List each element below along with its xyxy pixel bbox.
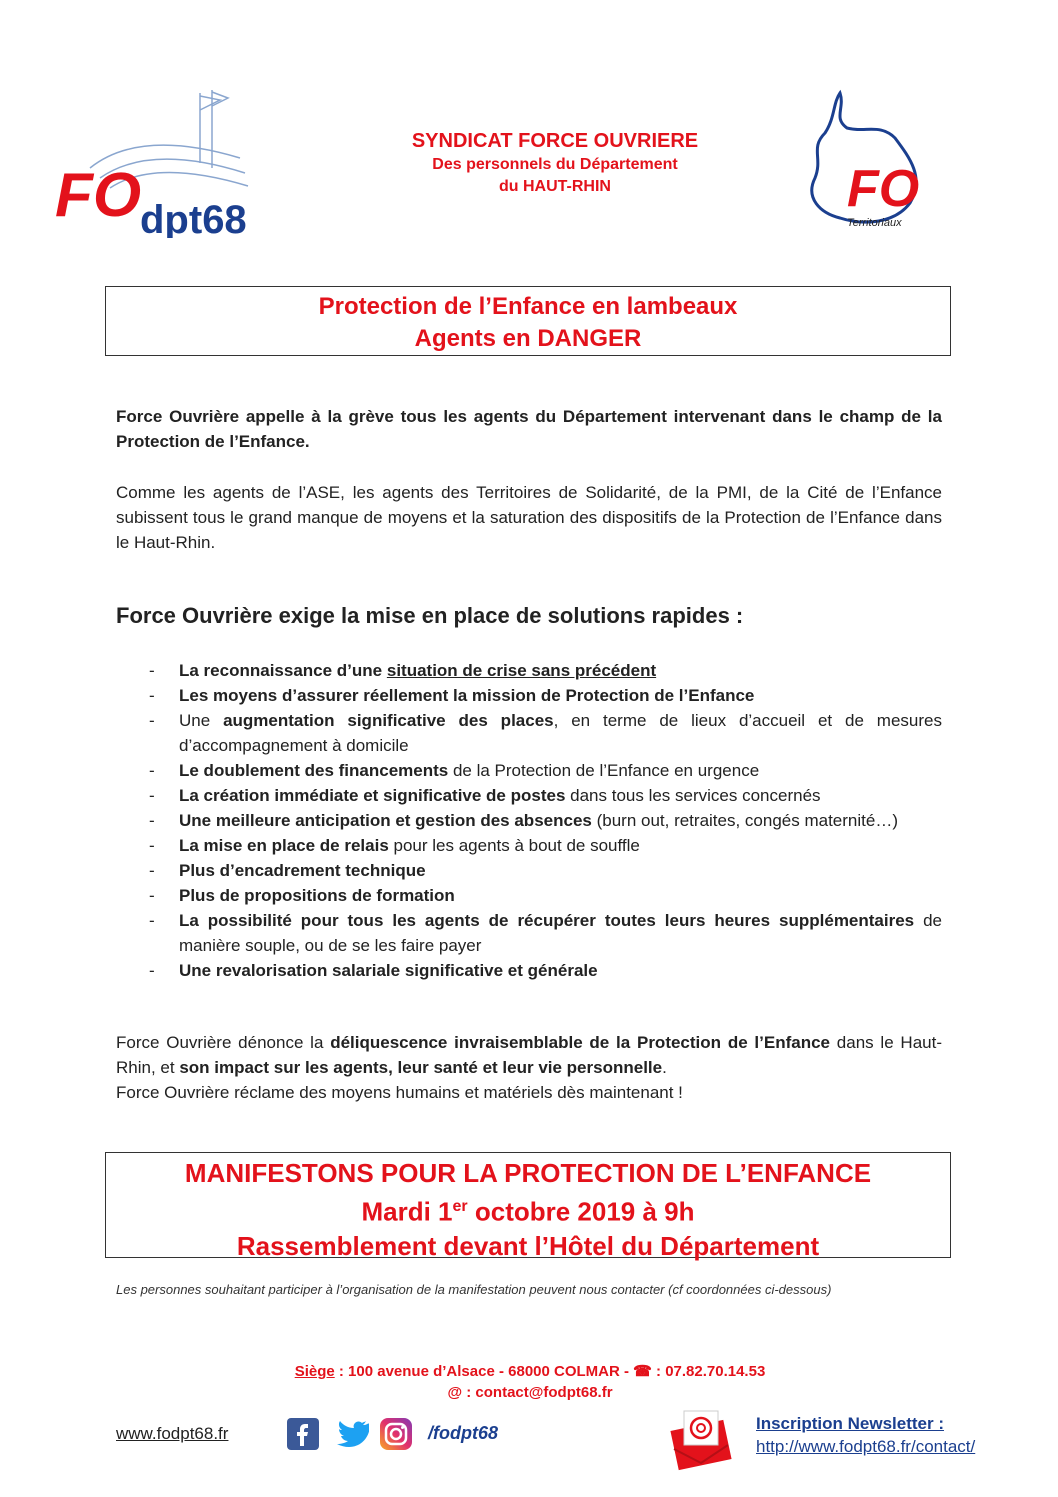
demand-item: - Le doublement des financements de la Protection de l’Enfance en urgence <box>116 758 942 783</box>
phone-number: : 07.82.70.14.53 <box>651 1363 766 1380</box>
instagram-icon[interactable] <box>380 1418 412 1450</box>
siege-label: Siège <box>294 1363 335 1380</box>
twitter-icon[interactable] <box>333 1418 369 1450</box>
union-subtitle-1: Des personnels du Département <box>432 156 678 173</box>
svg-text:FO: FO <box>55 161 142 230</box>
demand-item: - Les moyens d’assurer réellement la mission de Protection de l’Enfance <box>116 683 942 708</box>
event-line-1: MANIFESTONS POUR LA PROTECTION DE L’ENFANCE <box>184 1158 872 1188</box>
document-title <box>105 286 951 356</box>
fodpt68-logo <box>50 88 270 238</box>
denounce-paragraph: Force Ouvrière dénonce la déliquescence invraisemblable de la Protection de l’Enfance dans le Haut-Rhin, et son impact sur les agents, leur santé et leur vie personnelle. <box>116 1033 942 1077</box>
title-line-2: Agents en DANGER <box>414 325 642 352</box>
demands-list-container <box>116 658 942 983</box>
facebook-icon[interactable] <box>287 1418 319 1450</box>
contact-address: Siège : 100 avenue d’Alsace - 68000 COLMAR - ☎ : 07.82.70.14.53 <box>294 1363 766 1380</box>
event-announcement <box>105 1152 951 1261</box>
email-link[interactable]: contact@fodpt68.fr <box>475 1384 613 1401</box>
demand-item: - Une revalorisation salariale significative et générale <box>116 958 942 983</box>
demand-item: - La création immédiate et significative de postes dans tous les services concernés <box>116 783 942 808</box>
union-subtitle-2: du HAUT-RHIN <box>499 178 611 195</box>
demand-item: - Plus de propositions de formation <box>116 883 942 908</box>
union-name: SYNDICAT FORCE OUVRIERE <box>411 130 699 152</box>
union-heading <box>330 128 780 198</box>
social-handle[interactable]: /fodpt68 <box>428 1423 498 1443</box>
demand-resources-paragraph: Force Ouvrière réclame des moyens humains et matériels dès maintenant ! <box>116 1083 683 1102</box>
fo-territoriaux-logo <box>785 88 935 238</box>
demands-list <box>116 658 942 983</box>
event-date: Mardi 1er octobre 2019 à 9h <box>361 1196 695 1227</box>
svg-text:FO: FO <box>847 160 920 218</box>
event-location: Rassemblement devant l’Hôtel du Département <box>236 1230 820 1261</box>
newsletter-envelope-icon <box>668 1405 738 1473</box>
demand-item: - La possibilité pour tous les agents de récupérer toutes leurs heures supplémentaires de manière souple, ou de se les faire payer <box>116 908 942 958</box>
demand-item: - Une meilleure anticipation et gestion des absences (burn out, retraites, congés maternité…) <box>116 808 942 833</box>
contact-email: @ : contact@fodpt68.fr <box>447 1384 613 1401</box>
demand-item: - Plus d’encadrement technique <box>116 858 942 883</box>
title-line-1: Protection de l’Enfance en lambeaux <box>318 293 738 320</box>
participation-note: Les personnes souhaitant participer à l’organisation de la manifestation peuvent nous contacter (cf coordonnées ci-dessous) <box>116 1282 832 1297</box>
newsletter-block <box>756 1412 975 1458</box>
demand-item: - Une augmentation significative des places, en terme de lieux d’accueil et de mesures d’accompagnement à domicile <box>116 708 942 758</box>
website-link[interactable]: www.fodpt68.fr <box>116 1424 229 1443</box>
strike-call-paragraph: Force Ouvrière appelle à la grève tous les agents du Département intervenant dans le champ de la Protection de l’Enfance. <box>116 407 942 451</box>
context-paragraph: Comme les agents de l’ASE, les agents des Territoires de Solidarité, de la PMI, de la Cité de l’Enfance subissent tous le grand manque de moyens et la saturation des dispositifs de la Protection de l’Enfance dans le Haut-Rhin. <box>116 483 942 552</box>
svg-text:dpt68: dpt68 <box>140 198 247 238</box>
demand-item: - La reconnaissance d’une situation de crise sans précédent <box>116 658 942 683</box>
demand-item: - La mise en place de relais pour les agents à bout de souffle <box>116 833 942 858</box>
svg-text:Territoriaux: Territoriaux <box>847 217 902 229</box>
newsletter-title: Inscription Newsletter : <box>756 1414 944 1433</box>
newsletter-link[interactable]: http://www.fodpt68.fr/contact/ <box>756 1437 976 1456</box>
phone-icon: ☎ <box>633 1363 652 1380</box>
demands-heading: Force Ouvrière exige la mise en place de solutions rapides : <box>116 603 744 628</box>
